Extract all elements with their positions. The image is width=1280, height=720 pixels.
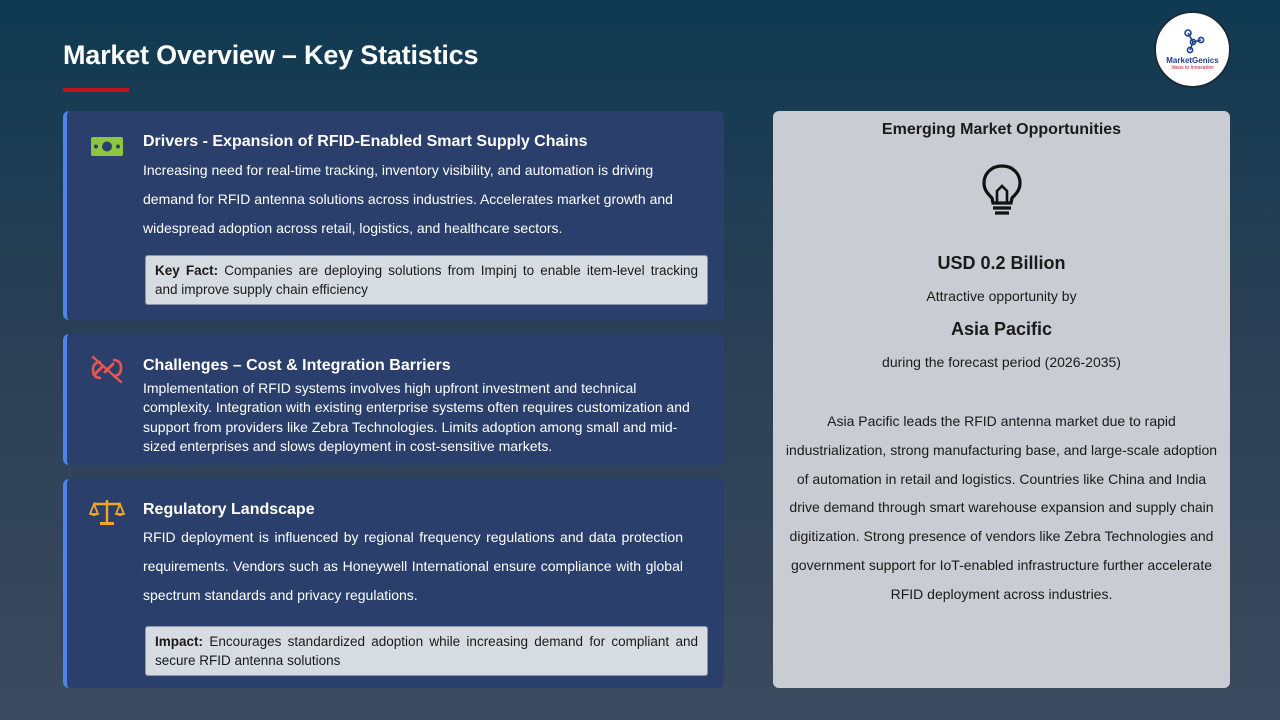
lightbulb-icon <box>979 163 1025 217</box>
drivers-body: Increasing need for real-time tracking, inventory visibility, and automation is driving demand for RFID antenna solutions across industries. Accelerates market growth and widespread adoption across retail, logistics, and healthcare sectors. <box>143 162 673 236</box>
logo-name: MarketGenics <box>1166 56 1219 65</box>
impact-text: Encourages standardized adoption while increasing demand for compliant and secure RFID antenna solutions <box>155 634 698 668</box>
regulatory-title: Regulatory Landscape <box>143 501 315 518</box>
opportunity-heading: Emerging Market Opportunities <box>881 121 1122 138</box>
impact-box <box>145 626 708 676</box>
challenges-card <box>63 334 724 465</box>
challenges-title: Challenges – Cost & Integration Barriers <box>143 357 451 374</box>
opportunity-region: Asia Pacific <box>950 319 1053 339</box>
opportunity-description: Asia Pacific leads the RFID antenna market due to rapid industrialization, strong manufacturing base, and large-scale adoption of automation in retail and logistics. Countries like China and India drive demand through smart warehouse expansion and supply chain digitization. Strong presence of vendors like Zebra Technologies and government support for IoT-enabled infrastructure further accelerate RFID deployment across industries. <box>785 413 1218 602</box>
logo-tagline: Ideas to Innovation <box>1171 65 1214 71</box>
regulatory-body: RFID deployment is influenced by regional frequency regulations and data protection requirements. Vendors such as Honeywell International ensure compliance with global spectrum standards and privacy regulations. <box>143 529 683 603</box>
forecast-period: during the forecast period (2026-2035) <box>882 354 1121 370</box>
opportunity-by-text: Attractive opportunity by <box>926 288 1077 304</box>
challenges-body: Implementation of RFID systems involves high upfront investment and technical complexity. Integration with existing enterprise systems often requires customization and support from providers like Zebra Technologies. Limits adoption among small and mid-sized enterprises and slows deployment in cost-sensitive markets. <box>143 380 690 454</box>
key-fact-label: Key Fact: <box>155 263 219 278</box>
regulatory-card <box>63 479 724 688</box>
drivers-title: Drivers - Expansion of RFID-Enabled Smart Supply Chains <box>143 133 588 150</box>
money-bill-icon <box>89 131 125 161</box>
opportunity-panel <box>773 111 1230 688</box>
key-fact-box <box>145 255 708 305</box>
drivers-card <box>63 111 724 320</box>
balance-scale-icon <box>89 497 125 527</box>
company-logo <box>1154 11 1231 88</box>
page-title: Market Overview – Key Statistics <box>63 40 479 70</box>
broken-link-icon <box>89 354 125 384</box>
impact-label: Impact: <box>155 634 204 649</box>
title-underline <box>63 88 129 92</box>
opportunity-amount: USD 0.2 Billion <box>937 253 1066 273</box>
key-fact-text: Companies are deploying solutions from Impinj to enable item-level tracking and improve supply chain efficiency <box>155 263 698 297</box>
network-nodes-icon <box>1180 28 1206 54</box>
